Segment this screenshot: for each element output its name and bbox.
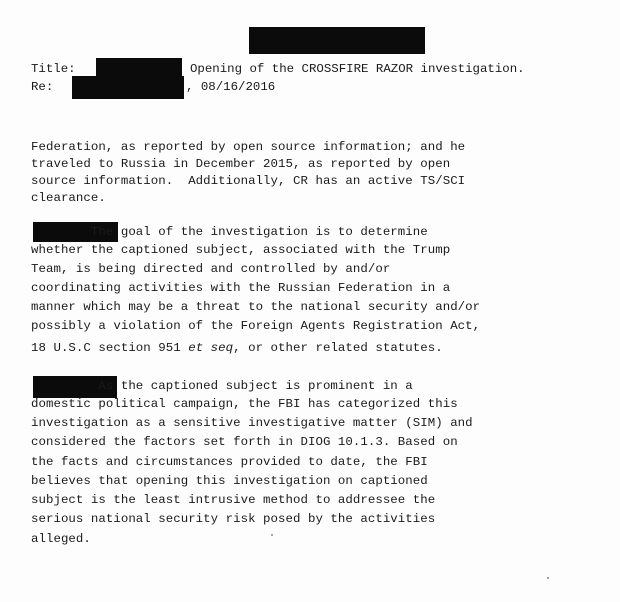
statute-citation-end: , or other related statutes.: [233, 341, 443, 355]
paragraph-3-line-5: the facts and circumstances provided to date, the FBI: [31, 455, 428, 469]
title-label: Title:: [31, 62, 76, 76]
paragraph-1-line-4: clearance.: [31, 191, 106, 205]
paragraph-3-line-2: domestic political campaign, the FBI has categorized this: [31, 397, 458, 411]
scan-speck: [547, 577, 549, 579]
paragraph-2-line-2: whether the captioned subject, associated with the Trump: [31, 243, 451, 257]
paragraph-3-line-6: believes that opening this investigation on captioned: [31, 474, 428, 488]
paragraph-2-line-3: Team, is being directed and controlled by and/or: [31, 262, 391, 276]
paragraph-1-line-2: traveled to Russia in December 2015, as reported by open: [31, 157, 451, 171]
re-label: Re:: [31, 80, 54, 94]
paragraph-2-line-4: coordinating activities with the Russian Federation in a: [31, 281, 451, 295]
paragraph-2-line-5: manner which may be a threat to the national security and/or: [31, 300, 481, 314]
paragraph-1-line-1: Federation, as reported by open source information; and he: [31, 140, 466, 154]
scan-speck: [271, 534, 273, 536]
paragraph-3-line-8: serious national security risk posed by the activities: [31, 512, 436, 526]
paragraph-3-line-7: subject is the least intrusive method to addressee the: [31, 493, 436, 507]
paragraph-3-line-9: alleged.: [31, 532, 91, 546]
redaction-block-re: [72, 76, 184, 99]
paragraph-2-line-7: [31, 340, 443, 356]
redaction-block-top: [249, 27, 425, 54]
paragraph-3-line-3: investigation as a sensitive investigative matter (SIM) and: [31, 416, 473, 430]
paragraph-2-line-1: The goal of the investigation is to determine: [31, 225, 428, 239]
paragraph-3-line-1: As the captioned subject is prominent in a: [31, 379, 413, 393]
et-seq-italic: et seq: [188, 341, 234, 355]
paragraph-3-line-4: considered the factors set forth in DIOG 10.1.3. Based on: [31, 435, 458, 449]
title-text: Opening of the CROSSFIRE RAZOR investigation.: [190, 62, 525, 76]
paragraph-2-line-6: possibly a violation of the Foreign Agents Registration Act,: [31, 319, 481, 333]
paragraph-1-line-3: source information. Additionally, CR has an active TS/SCI: [31, 174, 466, 188]
re-text: , 08/16/2016: [186, 80, 276, 94]
statute-citation: 18 U.S.C section 951: [31, 341, 189, 355]
